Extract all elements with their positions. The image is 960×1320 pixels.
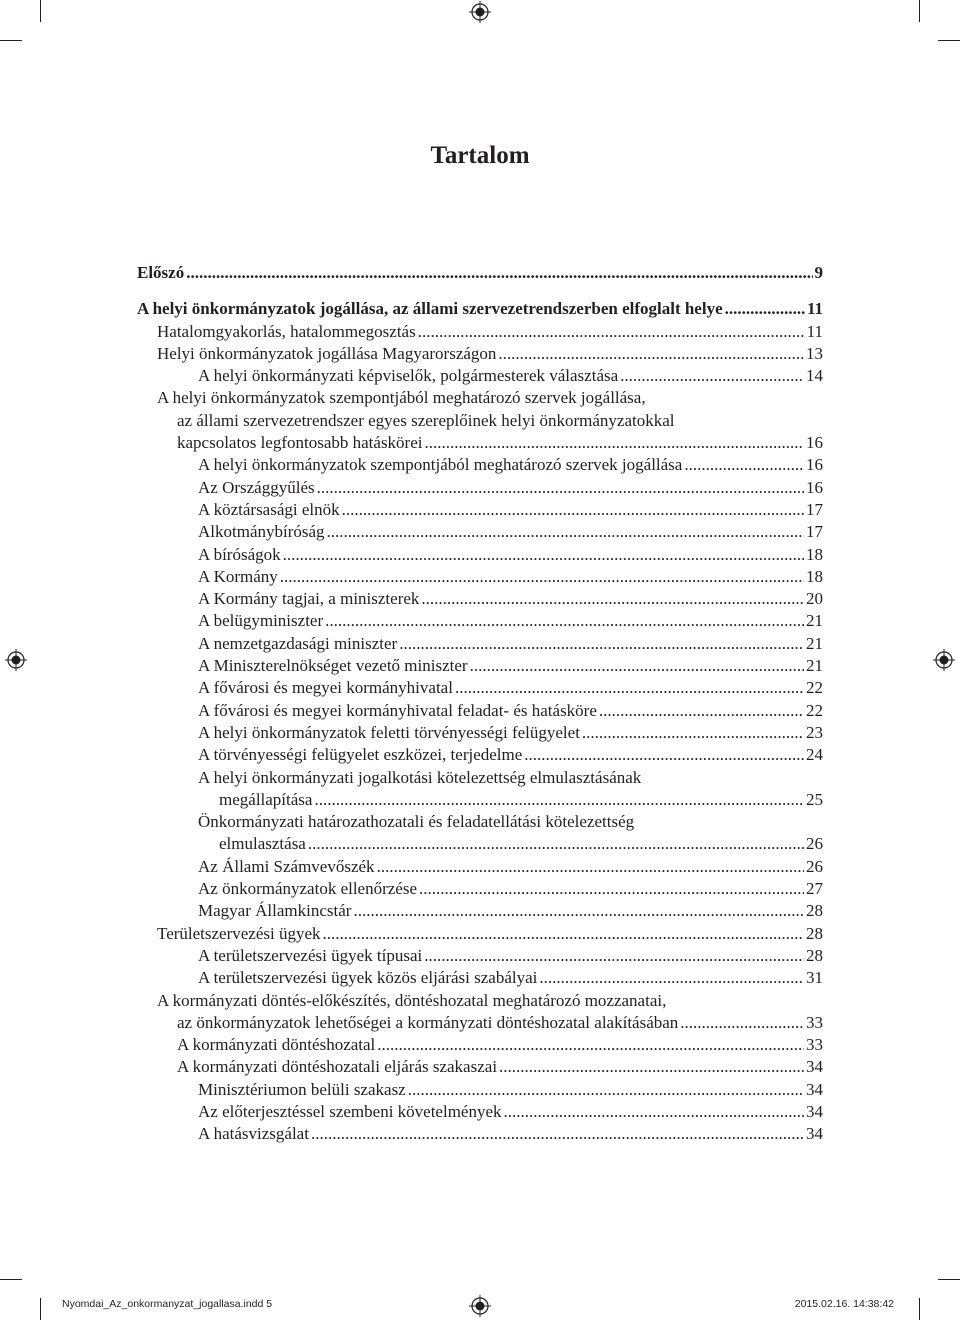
toc-entry-title: A kormányzati döntéshozatal: [177, 1035, 376, 1055]
toc-entry-title: A Kormány: [198, 566, 278, 586]
toc-entry-title: Minisztériumon belüli szakasz: [198, 1079, 406, 1099]
toc-entry-title: A köztársasági elnök: [198, 499, 340, 519]
registration-mark-icon: [933, 649, 955, 671]
dot-leader: [323, 923, 804, 945]
crop-mark: [938, 40, 960, 41]
toc-entry-title: A bíróságok: [198, 544, 281, 564]
toc-entry: [137, 365, 823, 387]
toc-entry: [137, 856, 823, 878]
crop-mark: [919, 1298, 920, 1320]
dot-leader: [283, 544, 804, 566]
toc-entry-page: 11: [806, 321, 823, 341]
dot-leader: [308, 833, 804, 855]
toc-entry: [137, 923, 823, 945]
toc-entry: [137, 321, 823, 343]
toc-entry-title: A fővárosi és megyei kormányhivatal: [198, 678, 453, 698]
toc-entry-title: A helyi önkormányzatok jogállása, az állami szervezetrendszerben elfoglalt helye: [137, 299, 723, 319]
toc-entry-title: A helyi önkormányzati képviselők, polgármesterek választása: [198, 366, 619, 386]
registration-mark-icon: [5, 649, 27, 671]
toc-entry-page: 18: [806, 544, 823, 564]
dot-leader: [418, 321, 805, 343]
toc-entry: [137, 387, 823, 409]
dot-leader: [524, 744, 804, 766]
toc-entry-page: 17: [806, 522, 823, 542]
dot-leader: [499, 1056, 804, 1078]
page-title: Tartalom: [430, 142, 530, 169]
toc-entry-page: 28: [806, 945, 823, 965]
toc-entry-title: A törvényességi felügyelet eszközei, terjedelme: [198, 745, 523, 765]
dot-leader: [408, 1079, 804, 1101]
table-of-contents: [137, 262, 823, 1146]
toc-entry: [137, 521, 823, 543]
toc-entry: [137, 990, 823, 1012]
dot-leader: [504, 1101, 804, 1123]
toc-entry-title: megállapítása: [219, 789, 313, 809]
toc-entry-page: 34: [806, 1124, 823, 1144]
crop-mark: [0, 1279, 22, 1280]
dot-leader: [353, 900, 804, 922]
toc-entry-page: 11: [806, 299, 823, 319]
toc-entry: [137, 1012, 823, 1034]
toc-entry: [137, 811, 823, 833]
toc-entry-page: 23: [806, 722, 823, 742]
registration-mark-icon: [469, 1295, 491, 1317]
toc-entry-page: 17: [806, 499, 823, 519]
toc-entry-title: Előszó: [137, 263, 185, 282]
toc-entry: [137, 1101, 823, 1123]
dot-leader: [377, 1034, 804, 1056]
toc-entry-title: A kormányzati döntés-előkészítés, döntéshozatal meghatározó mozzanatai,: [157, 990, 667, 1010]
toc-entry-page: 25: [806, 789, 823, 809]
toc-entry-page: 27: [806, 879, 823, 899]
registration-mark-icon: [469, 1, 491, 23]
toc-entry-title: Az önkormányzatok ellenőrzése: [198, 879, 418, 899]
toc-entry-title: Önkormányzati határozathozatali és feladatellátási kötelezettség: [198, 812, 635, 832]
toc-entry-title: Hatalomgyakorlás, hatalommegosztás: [157, 321, 416, 341]
toc-entry-title: A helyi önkormányzatok szempontjából meghatározó szervek jogállása: [198, 455, 683, 475]
toc-entry: [137, 610, 823, 632]
dot-leader: [311, 1123, 804, 1145]
toc-entry: [137, 767, 823, 789]
toc-entry-page: 9: [814, 263, 823, 282]
toc-entry-page: 20: [806, 589, 823, 609]
toc-entry-page: 26: [806, 834, 823, 854]
dot-leader: [342, 499, 804, 521]
dot-leader: [599, 700, 804, 722]
toc-entry-page: 13: [806, 343, 823, 363]
toc-entry-page: 26: [806, 856, 823, 876]
dot-leader: [425, 432, 805, 454]
toc-entry-page: 16: [806, 477, 823, 497]
toc-entry: [137, 410, 823, 432]
toc-entry-page: 31: [806, 968, 823, 988]
toc-entry-page: 33: [806, 1012, 823, 1032]
crop-mark: [938, 1279, 960, 1280]
toc-entry: [137, 544, 823, 566]
toc-entry-title: A kormányzati döntéshozatali eljárás szakaszai: [177, 1057, 498, 1077]
toc-entry: [137, 499, 823, 521]
toc-entry-title: elmulasztása: [219, 834, 306, 854]
toc-entry-title: A fővárosi és megyei kormányhivatal feladat- és hatásköre: [198, 700, 597, 720]
toc-entry-page: 21: [806, 611, 823, 631]
dot-leader: [317, 477, 804, 499]
toc-entry-page: 28: [806, 901, 823, 921]
dot-leader: [539, 967, 804, 989]
toc-entry: [137, 900, 823, 922]
toc-entry: [137, 677, 823, 699]
toc-entry-title: az állami szervezetrendszer egyes szereplőinek helyi önkormányzatokkal: [177, 410, 675, 430]
toc-entry: [137, 789, 823, 811]
dot-leader: [684, 454, 804, 476]
toc-entry: [137, 1034, 823, 1056]
toc-entry: [137, 588, 823, 610]
toc-entry: [137, 454, 823, 476]
toc-entry-title: kapcsolatos legfontosabb hatáskörei: [177, 433, 423, 453]
toc-entry-page: 21: [806, 656, 823, 676]
toc-entry-page: 24: [806, 745, 823, 765]
toc-entry-title: A területszervezési ügyek közös eljárási szabályai: [198, 968, 538, 988]
toc-entry: [137, 945, 823, 967]
toc-entry-title: az önkormányzatok lehetőségei a kormányzati döntéshozatal alakításában: [177, 1012, 679, 1032]
dot-leader: [377, 856, 804, 878]
toc-entry-title: A belügyminiszter: [198, 611, 324, 631]
toc-entry: [137, 432, 823, 454]
toc-entry-page: 22: [806, 678, 823, 698]
crop-mark: [0, 40, 22, 41]
toc-entry: [137, 1123, 823, 1145]
toc-entry-title: Az előterjesztéssel szembeni követelmények: [198, 1101, 502, 1121]
dot-leader: [327, 521, 804, 543]
footer-timestamp: 2015.02.16. 14:38:42: [794, 1298, 894, 1310]
toc-entry: [137, 722, 823, 744]
toc-entry-title: A helyi önkormányzatok feletti törvényességi felügyelet: [198, 722, 580, 742]
toc-entry-title: Az Országgyűlés: [198, 477, 315, 497]
dot-leader: [421, 588, 804, 610]
toc-entry: [137, 655, 823, 677]
toc-entry: [137, 1079, 823, 1101]
toc-entry: [137, 298, 823, 320]
toc-entry-title: A helyi önkormányzatok szempontjából meghatározó szervek jogállása,: [157, 388, 646, 408]
toc-entry-title: A helyi önkormányzati jogalkotási kötelezettség elmulasztásának: [198, 767, 642, 787]
toc-entry-page: 34: [806, 1101, 823, 1121]
toc-entry-title: A hatásvizsgálat: [198, 1124, 309, 1144]
toc-entry: [137, 633, 823, 655]
dot-leader: [498, 343, 804, 365]
dot-leader: [620, 365, 804, 387]
dot-leader: [455, 677, 804, 699]
toc-entry: [137, 477, 823, 499]
toc-entry: [137, 878, 823, 900]
toc-entry: [137, 566, 823, 588]
footer-file-info: Nyomdai_Az_onkormanyzat_jogallasa.indd 5: [62, 1298, 273, 1310]
toc-entry-page: 16: [806, 433, 823, 453]
toc-entry-title: Magyar Államkincstár: [198, 901, 352, 921]
toc-entry-title: A Kormány tagjai, a miniszterek: [198, 589, 420, 609]
dot-leader: [314, 789, 804, 811]
toc-entry-page: 16: [806, 455, 823, 475]
dot-leader: [725, 298, 805, 320]
dot-leader: [186, 262, 812, 284]
dot-leader: [680, 1012, 804, 1034]
dot-leader: [582, 722, 804, 744]
dot-leader: [424, 945, 804, 967]
toc-entry-page: 22: [806, 700, 823, 720]
toc-entry: [137, 967, 823, 989]
toc-entry-page: 14: [806, 366, 823, 386]
dot-leader: [399, 633, 804, 655]
toc-entry: [137, 744, 823, 766]
toc-entry-title: A nemzetgazdasági miniszter: [198, 633, 398, 653]
toc-entry: [137, 1056, 823, 1078]
toc-entry-title: Területszervezési ügyek: [157, 923, 321, 943]
crop-mark: [40, 0, 41, 22]
toc-entry-page: 34: [806, 1057, 823, 1077]
dot-leader: [470, 655, 804, 677]
toc-entry: [137, 262, 823, 284]
toc-entry-page: 34: [806, 1079, 823, 1099]
toc-entry-page: 33: [806, 1035, 823, 1055]
toc-entry-title: Az Állami Számvevőszék: [198, 856, 375, 876]
toc-entry-page: 21: [806, 633, 823, 653]
toc-entry-title: Alkotmánybíróság: [198, 522, 325, 542]
dot-leader: [280, 566, 804, 588]
toc-entry-page: 28: [806, 923, 823, 943]
toc-entry-title: Helyi önkormányzatok jogállása Magyarországon: [157, 343, 497, 363]
toc-entry-title: A területszervezési ügyek típusai: [198, 945, 423, 965]
toc-entry: [137, 833, 823, 855]
toc-entry: [137, 700, 823, 722]
dot-leader: [419, 878, 804, 900]
dot-leader: [325, 610, 804, 632]
crop-mark: [919, 0, 920, 22]
toc-entry: [137, 343, 823, 365]
toc-entry-page: 18: [806, 566, 823, 586]
crop-mark: [40, 1298, 41, 1320]
toc-entry-title: A Miniszterelnökséget vezető miniszter: [198, 656, 468, 676]
